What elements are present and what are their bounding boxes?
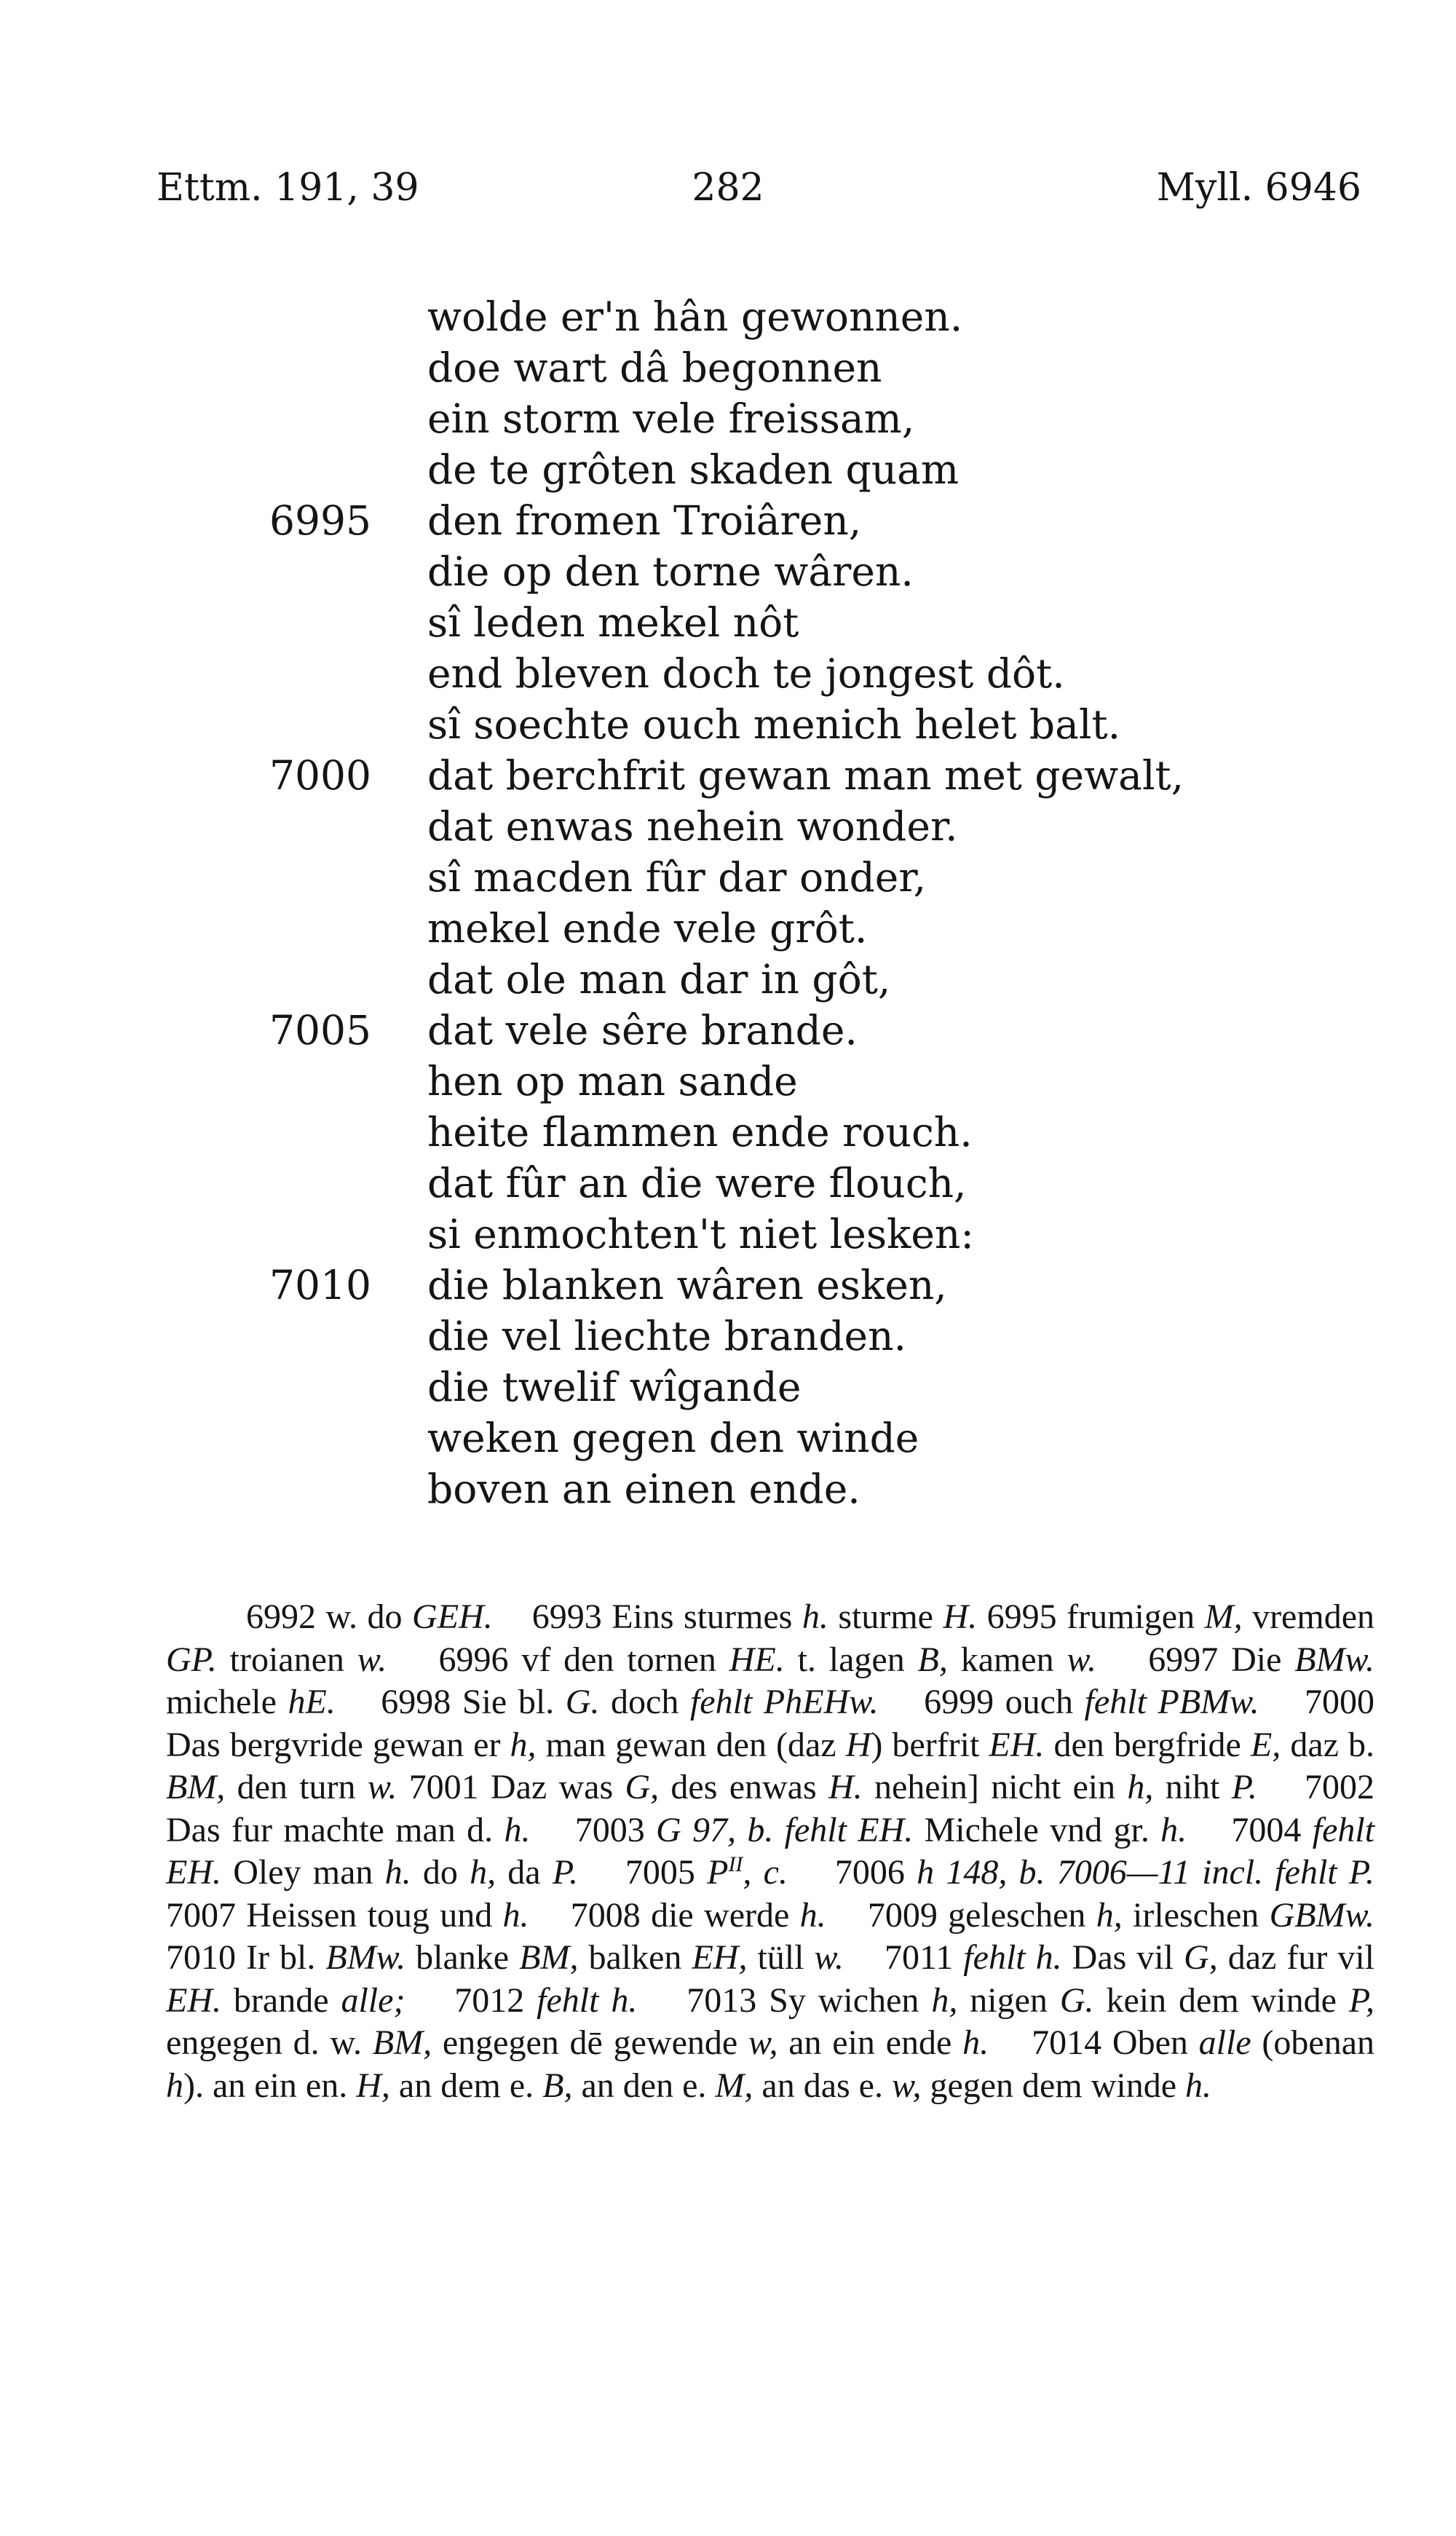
verse-line [0, 954, 1456, 1005]
verse-text: die op den torne wâren. [427, 548, 914, 595]
apparatus-text: 7005 [577, 1853, 708, 1892]
verse-text: sî macden fûr dar onder, [427, 854, 927, 901]
siglum-text: h. [962, 2023, 989, 2062]
verse-line [0, 393, 1456, 444]
apparatus-text: 6996 vf den tornen [387, 1640, 729, 1679]
verse-text: weken gegen den winde [427, 1415, 919, 1461]
apparatus-text: gegen dem winde [921, 2066, 1185, 2105]
apparatus-text: 7008 die werde [529, 1895, 800, 1935]
apparatus-text: Oley man [221, 1853, 385, 1892]
verse-text: end bleven doch te jongest dôt. [427, 650, 1065, 697]
apparatus-text: sturme [828, 1597, 943, 1636]
siglum-text: h. [1160, 1810, 1187, 1849]
siglum-text: alle; [341, 1980, 405, 2020]
apparatus-text: tüll [747, 1938, 815, 1977]
apparatus-text: man gewan den (daz [536, 1725, 846, 1764]
siglum-text: P. [552, 1853, 578, 1892]
apparatus-text: ). an ein en. [183, 2066, 357, 2105]
siglum-text: h, [931, 1980, 958, 2020]
siglum-text: h 148, b. 7006—11 incl. fehlt P. [917, 1853, 1374, 1892]
apparatus-text: 6995 frumigen [977, 1597, 1205, 1636]
siglum-text: HE. [729, 1640, 785, 1679]
siglum-text: EH. [989, 1725, 1045, 1764]
apparatus-text: 7011 [843, 1938, 964, 1977]
verse-line [0, 1107, 1456, 1158]
verse-text: de te grôten skaden quam [427, 446, 960, 493]
siglum-text: GP. [166, 1640, 217, 1679]
siglum-text: fehlt EH. [166, 1810, 1384, 1892]
apparatus-text: da [496, 1853, 553, 1892]
apparatus-text: 6992 w. do [246, 1597, 413, 1636]
siglum-text: H. [943, 1597, 978, 1636]
verse-text: dat enwas nehein wonder. [427, 803, 958, 850]
verse-line [0, 1260, 1456, 1311]
verse-line [0, 1158, 1456, 1209]
apparatus-text: 7006 [787, 1853, 917, 1892]
apparatus-text: kamen [947, 1640, 1067, 1679]
apparatus-text: nigen [957, 1980, 1060, 2020]
siglum-text: B, [542, 2066, 573, 2105]
apparatus-text: daz b. [1281, 1725, 1384, 1764]
apparatus-text: irleschen [1122, 1895, 1270, 1935]
apparatus-text: engegen d. w. [166, 1980, 1384, 2062]
siglum-text: hE. [288, 1683, 336, 1721]
apparatus-text: (obenan [1251, 2023, 1384, 2062]
apparatus-text: vremden [1242, 1597, 1384, 1636]
apparatus-text: 7004 [1187, 1810, 1313, 1849]
apparatus-text: 6998 Sie bl. [335, 1683, 566, 1721]
verse-line [0, 444, 1456, 495]
verse-text: dat ole man dar in gôt, [427, 956, 891, 1003]
line-number: 7005 [269, 1007, 371, 1054]
siglum-text: P [707, 1853, 729, 1892]
apparatus-text: 6993 Eins sturmes [492, 1597, 802, 1636]
siglum-text: G, [625, 1768, 660, 1806]
verse-text: dat berchfrit gewan man met gewalt, [427, 752, 1184, 799]
apparatus-text: engegen dē gewende [432, 2023, 748, 2062]
apparatus-text: daz fur vil [1217, 1938, 1384, 1977]
siglum-text: BM, [166, 1768, 226, 1806]
poem-text [0, 291, 1456, 1514]
siglum-text: GBMw. [1269, 1895, 1375, 1935]
verse-line [0, 1056, 1456, 1107]
siglum-text: fehlt PBMw. [1084, 1683, 1259, 1721]
siglum-text: G, [1184, 1938, 1218, 1977]
apparatus-text: nehein] nicht ein [862, 1768, 1128, 1806]
verse-line [0, 801, 1456, 852]
apparatus-text: michele [166, 1640, 1384, 1721]
verse-line [0, 1362, 1456, 1413]
apparatus-text: do [411, 1853, 470, 1892]
siglum-text: GEH. [412, 1597, 493, 1636]
verse-line [0, 1005, 1456, 1056]
apparatus-text: 6997 Die [1096, 1640, 1295, 1679]
siglum-text: M, [715, 2066, 753, 2105]
siglum-text: BMw. [325, 1938, 406, 1977]
verse-line [0, 495, 1456, 546]
apparatus-text: an dem e. [389, 2066, 543, 2105]
siglum-text: BMw. [1294, 1640, 1375, 1679]
siglum-text: II [728, 1852, 743, 1876]
apparatus-text: brande [221, 1980, 341, 2020]
page-number: 282 [692, 166, 764, 210]
apparatus-text: an ein ende [778, 2023, 963, 2062]
verse-text: dat fûr an die were flouch, [427, 1160, 967, 1206]
verse-line [0, 699, 1456, 750]
verse-text: boven an einen ende. [427, 1466, 860, 1512]
running-header [0, 166, 1456, 217]
verse-text: die blanken wâren esken, [427, 1262, 947, 1308]
apparatus-text: 7003 [530, 1810, 657, 1849]
siglum-text: fehlt h. [963, 1938, 1062, 1977]
apparatus-text: an den e. [572, 2066, 716, 2105]
siglum-text: E, [1250, 1725, 1281, 1764]
header-right-reference: Myll. 6946 [1156, 166, 1361, 210]
siglum-text: h. [384, 1853, 411, 1892]
apparatus-text: 7014 Oben [989, 2023, 1199, 2062]
siglum-text: w. [814, 1938, 844, 1977]
line-number: 6995 [269, 497, 371, 544]
siglum-text: w. [357, 1640, 387, 1679]
verse-line [0, 1209, 1456, 1260]
verse-text: heite flammen ende rouch. [427, 1109, 973, 1156]
apparatus-text: an das e. [753, 2066, 892, 2105]
verse-text: die vel liechte branden. [427, 1313, 906, 1359]
critical-apparatus [166, 1596, 1410, 2107]
siglum-text: w. [367, 1768, 397, 1806]
siglum-text: EH, [692, 1938, 748, 1977]
siglum-text: M, [1204, 1597, 1243, 1636]
verse-text: hen op man sande [427, 1058, 798, 1105]
apparatus-text: Michele vnd gr. [913, 1810, 1161, 1849]
apparatus-text: niht [1153, 1768, 1232, 1806]
siglum-text: H [845, 1725, 871, 1764]
siglum-text: h. [799, 1895, 826, 1935]
apparatus-text: 7012 [405, 1980, 537, 2020]
verse-line [0, 291, 1456, 342]
verse-line [0, 852, 1456, 903]
siglum-text: w, [891, 2066, 922, 2105]
siglum-text: h, [1127, 1768, 1154, 1806]
siglum-text: , c. [743, 1853, 788, 1892]
siglum-text: h. [504, 1810, 531, 1849]
siglum-text: G 97, b. fehlt EH. [656, 1810, 914, 1849]
verse-line [0, 750, 1456, 801]
siglum-text: w, [748, 2023, 778, 2062]
verse-line [0, 1463, 1456, 1514]
apparatus-text: den bergfride [1044, 1725, 1251, 1764]
verse-text: dat vele sêre brande. [427, 1007, 858, 1054]
siglum-text: G. [1059, 1980, 1094, 2020]
siglum-text: alle [1198, 2023, 1251, 2062]
siglum-text: H. [828, 1768, 863, 1806]
verse-text: den fromen Troiâren, [427, 497, 862, 544]
siglum-text: BM, [519, 1938, 579, 1977]
apparatus-text: blanke [405, 1938, 520, 1977]
apparatus-text: 6999 ouch [878, 1683, 1085, 1721]
apparatus-text: 7007 Heissen toug und [166, 1853, 1409, 1935]
verse-line [0, 1311, 1456, 1362]
apparatus-text: des enwas [659, 1768, 828, 1806]
apparatus-text: 7009 geleschen [826, 1895, 1096, 1935]
verse-line [0, 597, 1456, 648]
apparatus-text: 7013 Sy wichen [637, 1980, 932, 2020]
apparatus-text: t. lagen [784, 1640, 918, 1679]
verse-line [0, 648, 1456, 699]
siglum-text: H, [356, 2066, 390, 2105]
apparatus-text: kein dem winde [1093, 1980, 1349, 2020]
siglum-text: h. [502, 1895, 529, 1935]
apparatus-text: 7001 Daz was [397, 1768, 625, 1806]
siglum-text: P. [1231, 1768, 1257, 1806]
apparatus-paragraph [166, 1596, 1410, 2107]
siglum-text: h. [1185, 2066, 1211, 2105]
apparatus-text: den turn [225, 1768, 368, 1806]
apparatus-text: ) berfrit [871, 1725, 989, 1764]
verse-text: doe wart dâ begonnen [427, 344, 882, 391]
siglum-text: h, [510, 1725, 537, 1764]
verse-line [0, 1413, 1456, 1463]
apparatus-text: Das vil [1061, 1938, 1184, 1977]
verse-text: si enmochten't niet lesken: [427, 1211, 974, 1257]
siglum-text: EH. [166, 1980, 221, 2020]
siglum-text: fehlt h. [537, 1980, 638, 2020]
siglum-text: B, [917, 1640, 948, 1679]
apparatus-text: 7010 Ir bl. [166, 1895, 1410, 1977]
apparatus-text: doch [599, 1683, 690, 1721]
verse-text: wolde er'n hân gewonnen. [427, 293, 963, 340]
siglum-text: h, [470, 1853, 496, 1892]
siglum-text: h, [1096, 1895, 1123, 1935]
header-left-reference: Ettm. 191, 39 [157, 166, 419, 210]
apparatus-text: balken [578, 1938, 692, 1977]
verse-text: die twelif wîgande [427, 1364, 802, 1410]
apparatus-text: troianen [216, 1640, 357, 1679]
verse-text: ein storm vele freissam, [427, 395, 915, 442]
line-number: 7010 [269, 1262, 371, 1308]
verse-line [0, 342, 1456, 393]
siglum-text: BM, [372, 2023, 432, 2062]
siglum-text: h [166, 2066, 183, 2105]
siglum-text: w. [1067, 1640, 1096, 1679]
verse-text: sî soechte ouch menich helet balt. [427, 701, 1121, 748]
siglum-text: P, [1348, 1980, 1375, 2020]
siglum-text: G. [565, 1683, 600, 1721]
verse-line [0, 903, 1456, 954]
siglum-text: h. [802, 1597, 828, 1636]
apparatus-text: 7002 Das fur machte man d. [166, 1768, 1384, 1849]
line-number: 7000 [269, 752, 371, 799]
verse-text: sî leden mekel nôt [427, 599, 799, 646]
verse-line [0, 546, 1456, 597]
apparatus-text: 7000 Das bergvride gewan er [166, 1683, 1384, 1764]
siglum-text: fehlt PhEHw. [689, 1683, 879, 1721]
verse-text: mekel ende vele grôt. [427, 905, 868, 952]
